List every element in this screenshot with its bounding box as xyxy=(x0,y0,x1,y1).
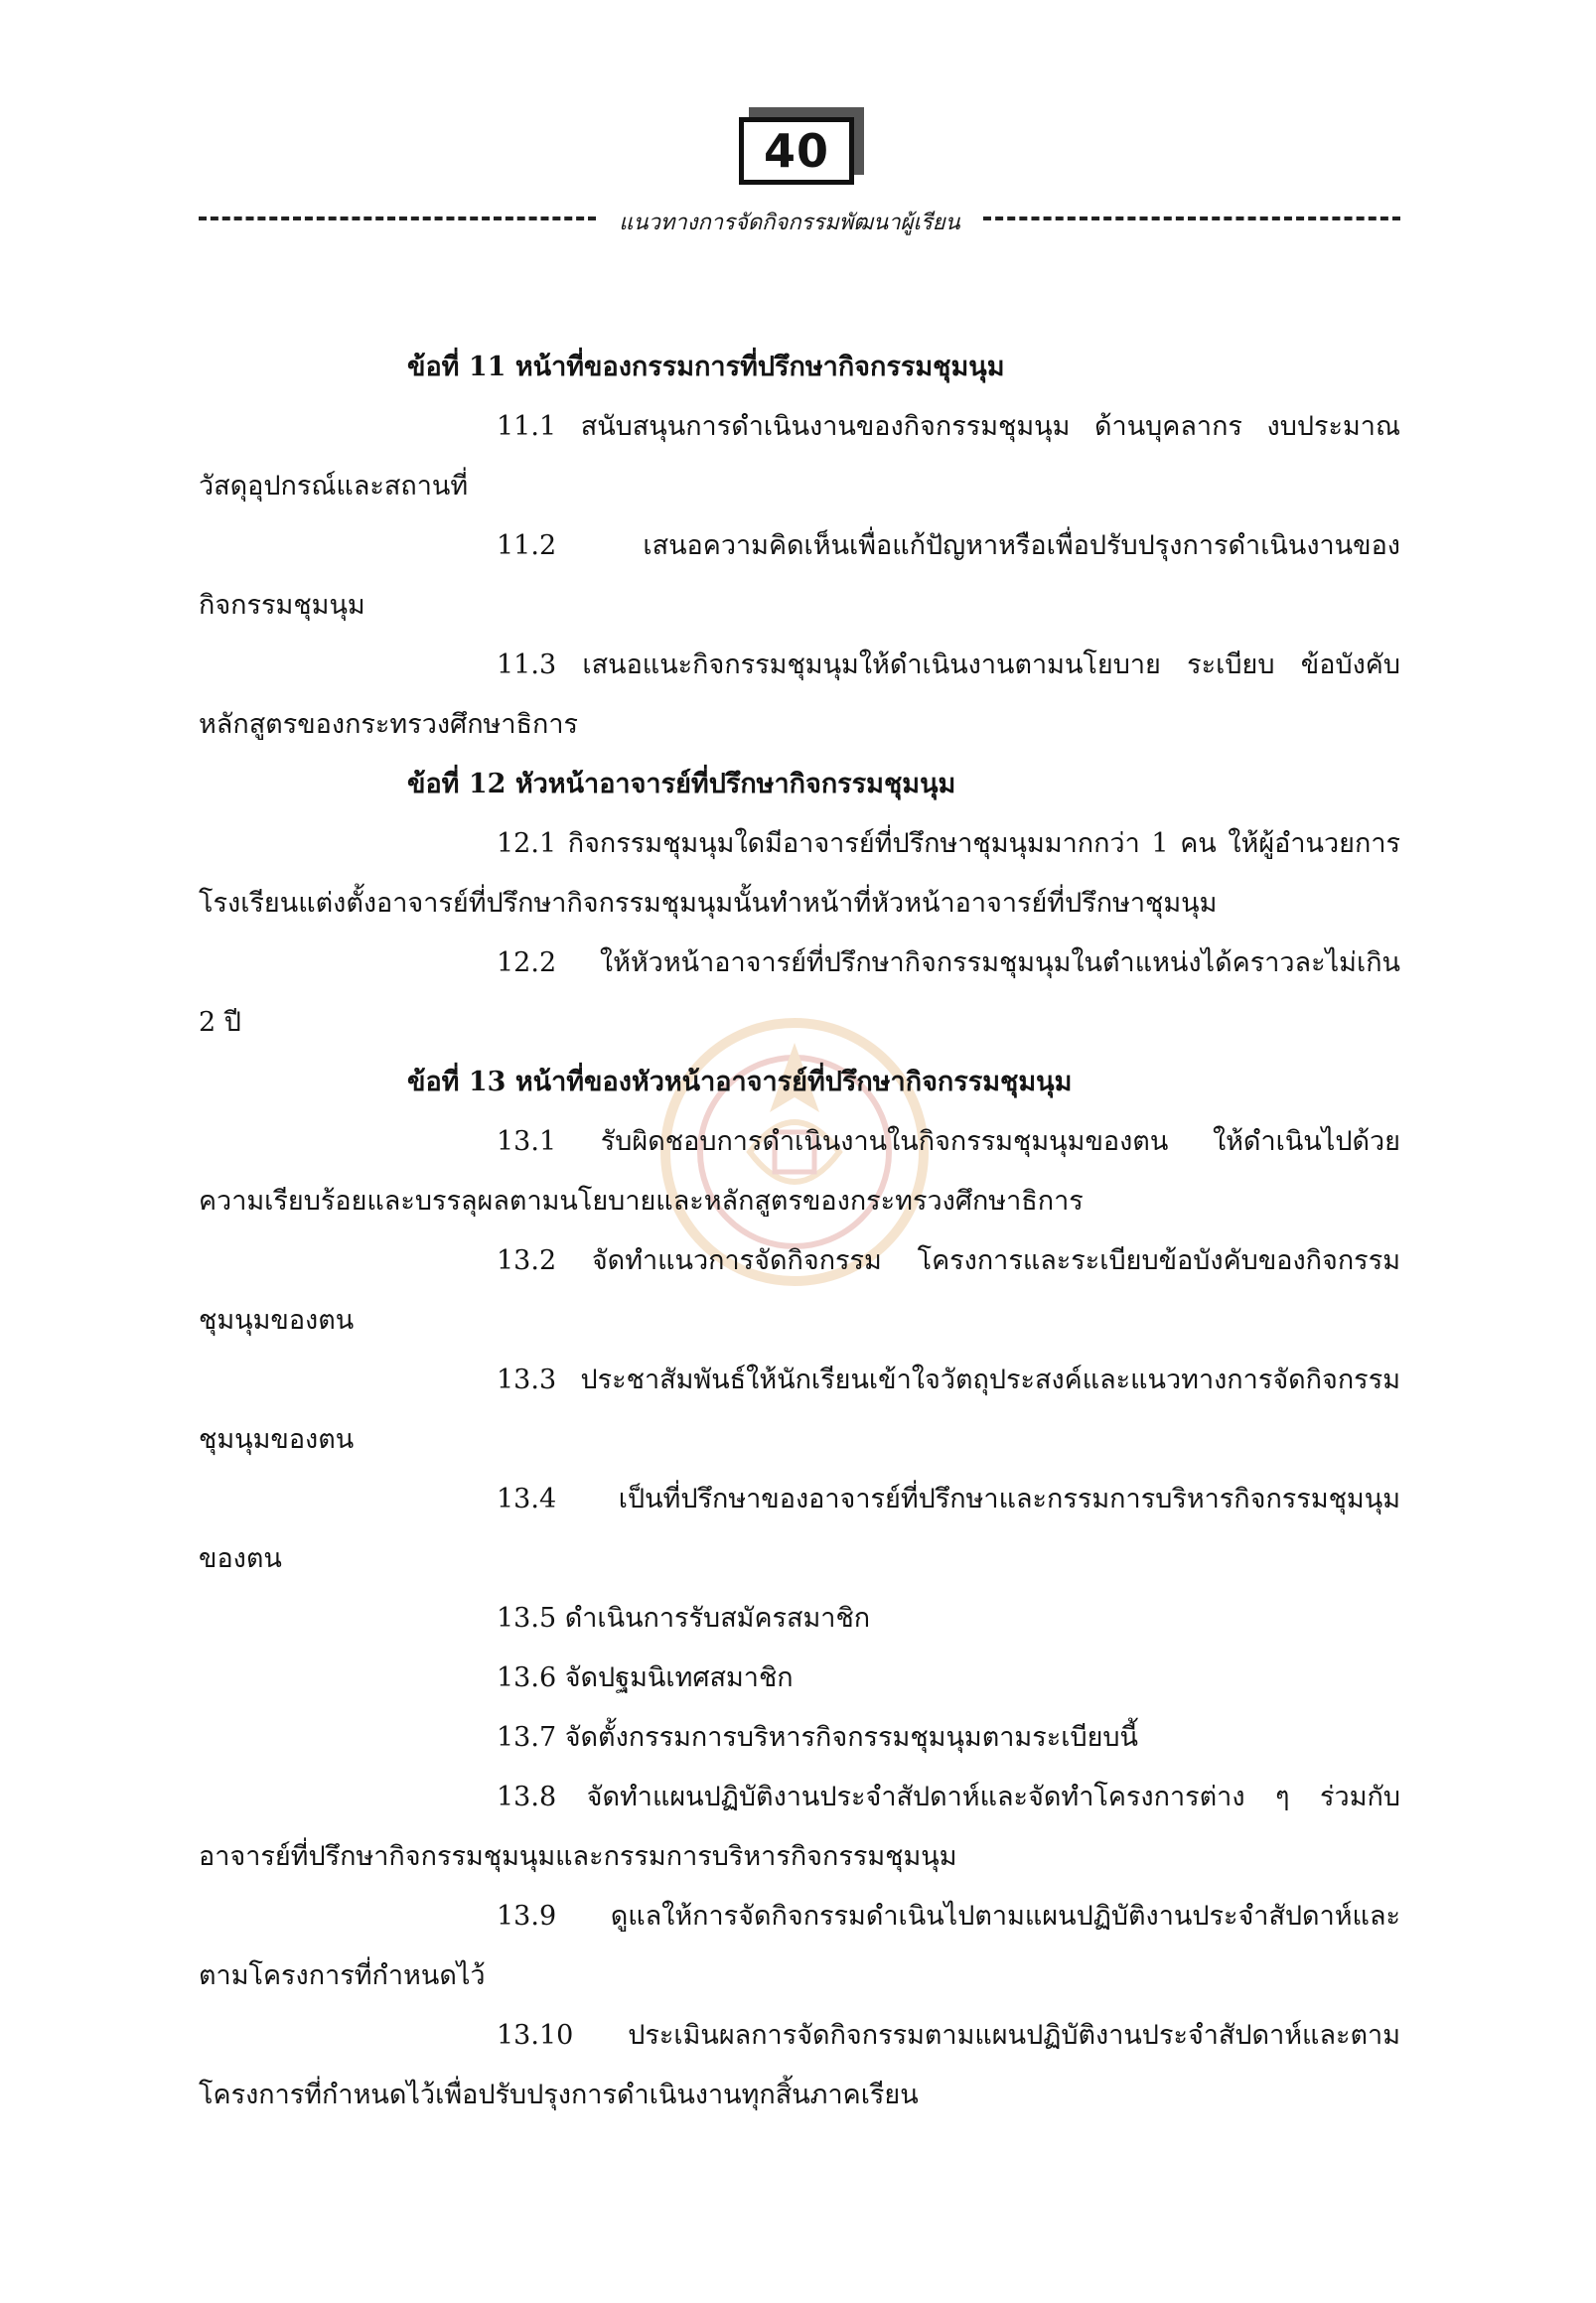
running-header-title: แนวทางการจัดกิจกรรมพัฒนาผู้เรียน xyxy=(619,211,960,235)
item-13-7: 13.7 จัดตั้งกรรมการบริหารกิจกรรมชุมนุมตามระเบียบนี้ xyxy=(497,1722,1139,1753)
item-13-3-cont: ชุมนุมของตน xyxy=(199,1424,355,1455)
item-13-4: 13.4 เป็นที่ปรึกษาของอาจารย์ที่ปรึกษาและกรรมการบริหารกิจกรรมชุมนุม xyxy=(497,1484,1400,1514)
item-11-1: 11.1 สนับสนุนการดำเนินงานของกิจกรรมชุมนุม ด้านบุคลากร งบประมาณ xyxy=(497,411,1400,442)
section-12-heading: ข้อที่ 12 หัวหน้าอาจารย์ที่ปรึกษากิจกรรมชุมนุม xyxy=(407,769,956,799)
item-13-1: 13.1 รับผิดชอบการดำเนินงานในกิจกรรมชุมนุมของตน ให้ดำเนินไปด้วย xyxy=(497,1126,1400,1157)
item-13-10-cont: โครงการที่กำหนดไว้เพื่อปรับปรุงการดำเนินงานทุกสิ้นภาคเรียน xyxy=(199,2080,919,2110)
item-13-3: 13.3 ประชาสัมพันธ์ให้นักเรียนเข้าใจวัตถุประสงค์และแนวทางการจัดกิจกรรม xyxy=(497,1365,1400,1395)
item-13-9: 13.9 ดูแลให้การจัดกิจกรรมดำเนินไปตามแผนปฏิบัติงานประจำสัปดาห์และ xyxy=(497,1901,1400,1932)
item-13-2-cont: ชุมนุมของตน xyxy=(199,1305,355,1336)
header-rule-right xyxy=(983,216,1400,220)
header-rule-left xyxy=(199,216,596,220)
item-12-1-cont: โรงเรียนแต่งตั้งอาจารย์ที่ปรึกษากิจกรรมชุมนุมนั้นทำหน้าที่หัวหน้าอาจารย์ที่ปรึกษาชุมนุม xyxy=(199,888,1218,919)
document-body xyxy=(199,338,1400,2125)
item-12-2-cont: 2 ปี xyxy=(199,1007,241,1038)
item-11-2-cont: กิจกรรมชุมนุม xyxy=(199,590,365,621)
item-11-1-cont: วัสดุอุปกรณ์และสถานที่ xyxy=(199,471,469,502)
item-13-5: 13.5 ดำเนินการรับสมัครสมาชิก xyxy=(497,1603,871,1634)
item-13-1-cont: ความเรียบร้อยและบรรลุผลตามนโยบายและหลักสูตรของกระทรวงศึกษาธิการ xyxy=(199,1186,1084,1217)
item-11-3: 11.3 เสนอแนะกิจกรรมชุมนุมให้ดำเนินงานตามนโยบาย ระเบียบ ข้อบังคับ xyxy=(497,649,1400,680)
item-12-1: 12.1 กิจกรรมชุมนุมใดมีอาจารย์ที่ปรึกษาชุมนุมมากกว่า 1 คน ให้ผู้อำนวยการ xyxy=(497,828,1400,859)
item-13-4-cont: ของตน xyxy=(199,1543,282,1574)
item-11-2: 11.2 เสนอความคิดเห็นเพื่อแก้ปัญหาหรือเพื่อปรับปรุงการดำเนินงานของ xyxy=(497,530,1400,561)
item-13-6: 13.6 จัดปฐมนิเทศสมาชิก xyxy=(497,1662,794,1693)
item-13-2: 13.2 จัดทำแนวการจัดกิจกรรม โครงการและระเบียบข้อบังคับของกิจกรรม xyxy=(497,1245,1400,1276)
item-13-8: 13.8 จัดทำแผนปฏิบัติงานประจำสัปดาห์และจัดทำโครงการต่าง ๆ ร่วมกับ xyxy=(497,1782,1400,1812)
item-13-9-cont: ตามโครงการที่กำหนดไว้ xyxy=(199,1960,486,1991)
item-13-10: 13.10 ประเมินผลการจัดกิจกรรมตามแผนปฏิบัติงานประจำสัปดาห์และตาม xyxy=(497,2020,1400,2051)
item-12-2: 12.2 ให้หัวหน้าอาจารย์ที่ปรึกษากิจกรรมชุมนุมในตำแหน่งได้คราวละไม่เกิน xyxy=(497,947,1400,978)
page-number: 40 xyxy=(739,117,854,185)
section-11-heading: ข้อที่ 11 หน้าที่ของกรรมการที่ปรึกษากิจกรรมชุมนุม xyxy=(407,352,1005,382)
item-11-3-cont: หลักสูตรของกระทรวงศึกษาธิการ xyxy=(199,709,578,740)
item-13-8-cont: อาจารย์ที่ปรึกษากิจกรรมชุมนุมและกรรมการบริหารกิจกรรมชุมนุม xyxy=(199,1841,957,1872)
section-13-heading: ข้อที่ 13 หน้าที่ของหัวหน้าอาจารย์ที่ปรึกษากิจกรรมชุมนุม xyxy=(407,1067,1073,1097)
